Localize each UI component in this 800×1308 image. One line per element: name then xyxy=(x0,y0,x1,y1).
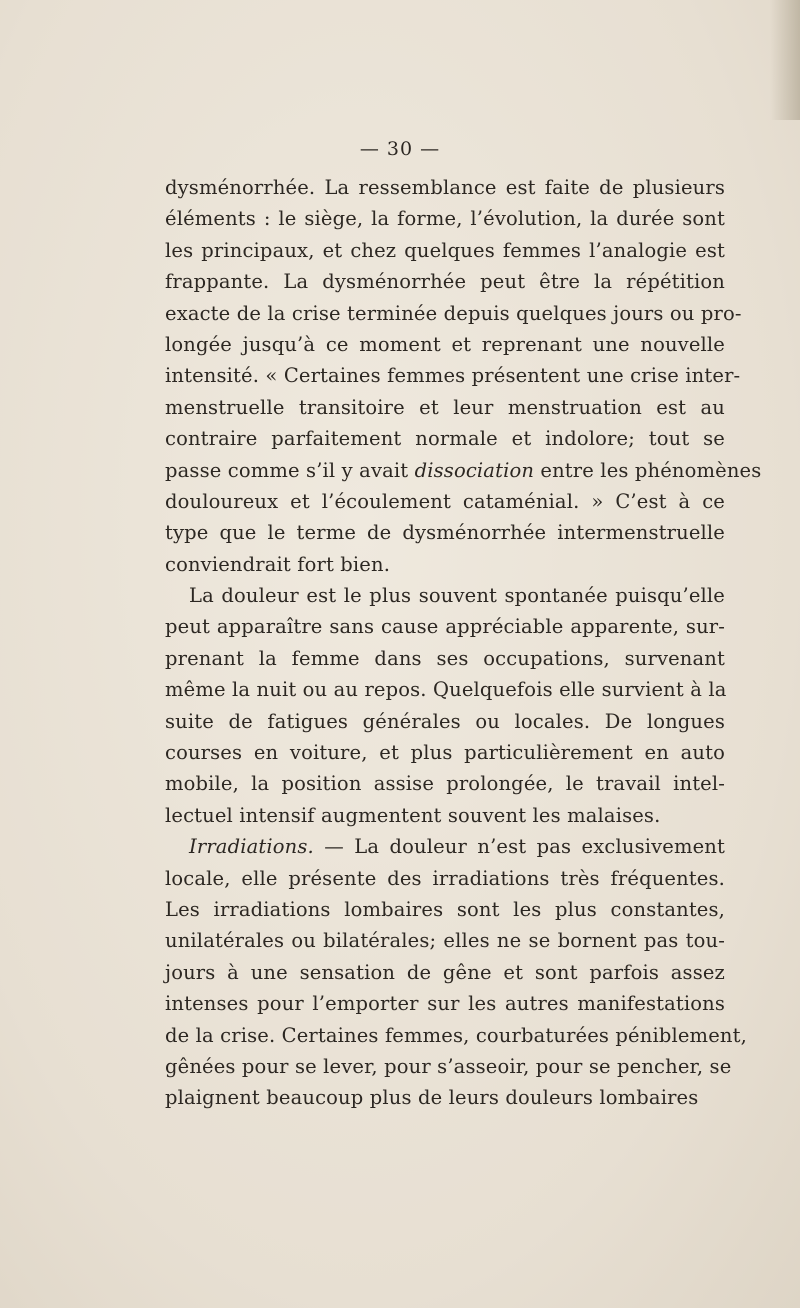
text-line: peut apparaître sans cause appréciable apparente, sur- xyxy=(165,615,725,639)
body-text xyxy=(165,172,762,1114)
text-line: prenant la femme dans ses occupations, survenant xyxy=(165,646,725,670)
text-line: intensité. « Certaines femmes présentent une crise inter- xyxy=(165,364,741,388)
text-line: plaignent beaucoup plus de leurs douleurs lombaires xyxy=(165,1086,699,1110)
italic-term: Irradiations. xyxy=(189,835,314,859)
paragraph xyxy=(165,831,747,1114)
text-line: Les irradiations lombaires sont les plus constantes, xyxy=(165,897,725,921)
page-number: — 30 — xyxy=(359,138,441,160)
text-line: courses en voiture, et plus particulièrement en auto xyxy=(165,741,725,765)
text-line xyxy=(165,831,725,862)
text-line: locale, elle présente des irradiations très fréquentes. xyxy=(165,866,725,890)
text-line: unilatérales ou bilatérales; elles ne se bornent pas tou- xyxy=(165,929,725,953)
text-line: menstruelle transitoire et leur menstruation est au xyxy=(165,395,725,419)
text-line: exacte de la crise terminée depuis quelques jours ou pro- xyxy=(165,301,742,325)
italic-term: dissociation xyxy=(414,458,535,482)
text-line: conviendrait fort bien. xyxy=(165,552,391,576)
text-line: contraire parfaitement normale et indolore; tout se xyxy=(165,427,725,451)
text-segment: passe comme s’il y avait xyxy=(165,458,415,482)
text-line: éléments : le siège, la forme, l’évolution, la durée sont xyxy=(165,207,725,231)
text-line: type que le terme de dysménorrhée intermenstruelle xyxy=(165,521,725,545)
text-line: de la crise. Certaines femmes, courbaturées péniblement, xyxy=(165,1023,747,1047)
text-line: dysménorrhée. La ressemblance est faite de plusieurs xyxy=(165,176,725,199)
text-line: douloureux et l’écoulement cataménial. » C’est à ce xyxy=(165,489,725,513)
text-line xyxy=(165,455,762,486)
page-edge-shadow xyxy=(770,0,800,120)
text-line: jours à une sensation de gêne et sont parfois assez xyxy=(165,960,725,984)
text-line: La douleur est le plus souvent spontanée puisqu’elle xyxy=(189,584,725,608)
text-line: mobile, la position assise prolongée, le travail intel- xyxy=(165,772,725,796)
text-line: intenses pour l’emporter sur les autres manifestations xyxy=(165,992,725,1016)
text-line: même la nuit ou au repos. Quelquefois elle survient à la xyxy=(165,678,727,702)
text-line: longée jusqu’à ce moment et reprenant une nouvelle xyxy=(165,332,725,356)
text-segment: — La douleur n’est pas exclusivement xyxy=(313,835,725,859)
text-line: lectuel intensif augmentent souvent les malaises. xyxy=(165,803,661,827)
paragraph xyxy=(165,580,725,831)
text-line: frappante. La dysménorrhée peut être la répétition xyxy=(165,270,725,294)
text-line: les principaux, et chez quelques femmes l’analogie est xyxy=(165,238,725,262)
text-line: suite de fatigues générales ou locales. De longues xyxy=(165,709,725,733)
text-line: gênées pour se lever, pour s’asseoir, pour se pencher, se xyxy=(165,1054,732,1078)
paragraph xyxy=(165,172,762,580)
text-segment: entre les phénomènes xyxy=(534,458,762,482)
